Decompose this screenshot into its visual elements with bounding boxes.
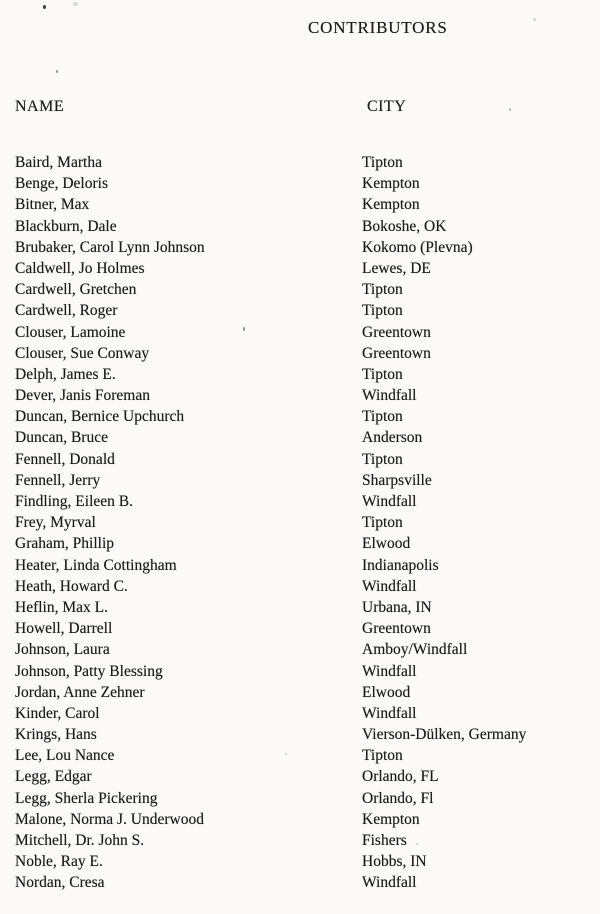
city-column-header: CITY [367,98,407,115]
table-row [0,406,600,427]
contributor-city: Kempton [362,175,420,193]
contributors-list [0,152,600,894]
contributor-name: Johnson, Patty Blessing [15,662,163,680]
contributor-city: Orlando, FL [362,768,439,786]
contributor-city: Kempton [362,810,420,828]
contributor-city: Windfall [362,662,417,680]
table-row [0,300,600,321]
contributor-name: Cardwell, Gretchen [15,281,137,299]
table-row [0,449,600,470]
contributor-city: Kokomo (Plevna) [362,238,473,256]
contributor-name: Findling, Eileen B. [15,493,133,510]
table-row [0,470,600,491]
table-row [0,618,600,639]
contributor-city: Windfall [362,493,417,510]
table-row [0,597,600,618]
contributor-name: Delph, James E. [15,365,116,383]
contributor-name: Heath, Howard C. [15,577,128,595]
contributor-city: Vierson-Dülken, Germany [362,726,527,744]
table-row [0,682,600,703]
column-headers [0,98,600,116]
scan-speck [73,2,78,6]
contributor-city: Windfall [362,704,417,722]
contributor-name: Dever, Janis Foreman [15,387,150,405]
contributor-city: Anderson [362,429,423,447]
contributor-name: Legg, Sherla Pickering [15,789,158,807]
contributor-name: Heflin, Max L. [15,598,108,616]
table-row [0,724,600,745]
contributor-name: Bitner, Max [15,196,90,214]
contributor-name: Duncan, Bruce [15,429,108,447]
contributor-city: Tipton [362,302,403,320]
table-row [0,555,600,576]
table-row [0,512,600,533]
table-row [0,385,600,406]
contributor-city: Tipton [362,154,403,171]
table-row [0,258,600,279]
table-row [0,830,600,851]
contributor-city: Greentown [362,344,431,362]
contributor-name: Johnson, Laura [15,641,110,659]
contributor-name: Duncan, Bernice Upchurch [15,408,185,426]
table-row [0,745,600,766]
contributor-city: Windfall [362,387,417,405]
contributor-name: Krings, Hans [15,726,97,744]
contributor-name: Brubaker, Carol Lynn Johnson [15,238,205,256]
table-row [0,364,600,385]
table-row [0,809,600,830]
table-row [0,491,600,512]
table-row [0,661,600,682]
contributor-city: Lewes, DE [362,259,431,277]
page-title: CONTRIBUTORS [308,18,448,37]
contributor-city: Windfall [362,874,417,892]
table-row [0,152,600,173]
contributor-name: Nordan, Cresa [15,874,105,892]
contributor-name: Graham, Phillip [15,535,115,553]
table-row [0,576,600,597]
contributor-city: Greentown [362,323,431,341]
contributor-city: Urbana, IN [362,598,432,616]
contributor-city: Indianapolis [362,556,439,574]
contributor-name: Mitchell, Dr. John S. [15,832,145,849]
contributor-city: Sharpsville [362,471,432,489]
contributor-name: Lee, Lou Nance [15,747,115,765]
contributor-name: Fennell, Donald [15,450,115,468]
contributor-city: Tipton [362,281,403,299]
contributor-city: Tipton [362,514,403,532]
contributor-name: Malone, Norma J. Underwood [15,810,204,828]
scan-speck [56,70,58,73]
contributor-name: Benge, Deloris [15,175,108,193]
table-row [0,766,600,787]
table-row [0,343,600,364]
table-row [0,703,600,724]
contributor-city: Kempton [362,196,420,214]
table-row [0,427,600,448]
contributor-city: Hobbs, IN [362,853,427,871]
contributor-name: Baird, Martha [15,154,102,171]
scan-speck [43,5,46,9]
contributor-name: Legg, Edgar [15,768,92,786]
contributor-name: Clouser, Lamoine [15,323,126,341]
contributor-name: Cardwell, Roger [15,302,118,320]
contributor-city: Tipton [362,365,403,383]
table-row [0,872,600,893]
contributor-name: Fennell, Jerry [15,471,101,489]
contributor-name: Heater, Linda Cottingham [15,556,177,574]
contributor-city: Tipton [362,747,403,765]
contributor-city: Tipton [362,408,403,426]
contributor-city: Windfall [362,577,417,595]
contributor-name: Howell, Darrell [15,620,113,638]
contributor-city: Amboy/Windfall [362,641,468,659]
table-row [0,639,600,660]
contributor-name: Noble, Ray E. [15,853,103,871]
contributor-name: Blackburn, Dale [15,217,117,235]
table-row [0,279,600,300]
contributor-name: Frey, Myrval [15,514,96,532]
table-row [0,237,600,258]
table-row [0,216,600,237]
contributor-city: Tipton [362,450,403,468]
scan-speck [533,18,536,21]
table-row [0,322,600,343]
contributor-name: Clouser, Sue Conway [15,344,150,362]
contributor-name: Caldwell, Jo Holmes [15,259,145,277]
contributor-city: Greentown [362,620,431,638]
contributor-name: Jordan, Anne Zehner [15,683,145,701]
table-row [0,851,600,872]
contributor-city: Fishers [362,832,407,849]
table-row [0,173,600,194]
contributor-city: Elwood [362,535,411,553]
contributor-name: Kinder, Carol [15,704,100,722]
contributor-city: Bokoshe, OK [362,217,447,235]
table-row [0,788,600,809]
contributor-city: Elwood [362,683,411,701]
contributor-city: Orlando, Fl [362,789,434,807]
name-column-header: NAME [15,98,65,115]
table-row [0,533,600,554]
table-row [0,194,600,215]
